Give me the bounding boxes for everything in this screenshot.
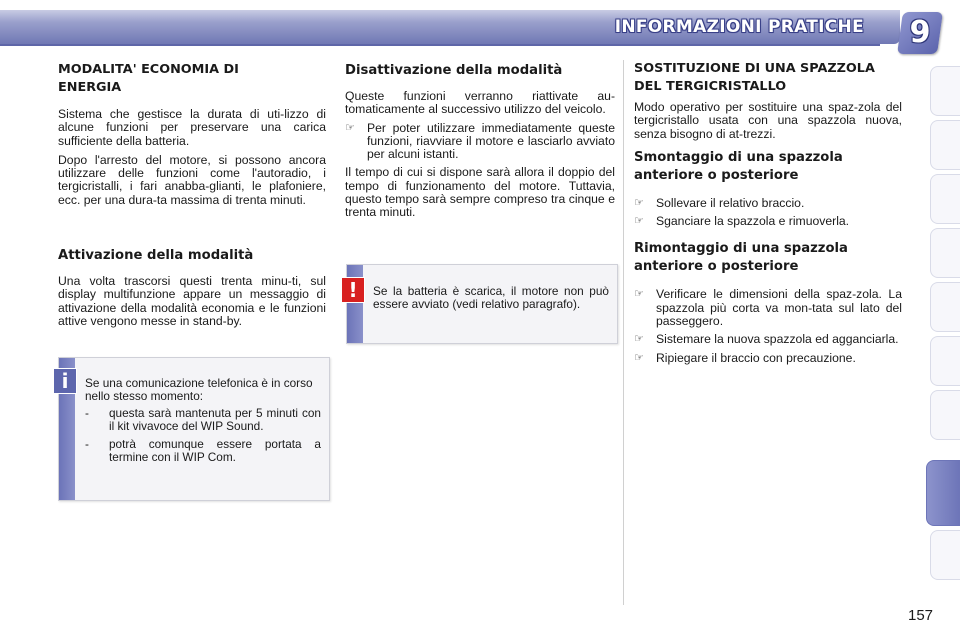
list-item	[634, 352, 902, 365]
heading-energy-mode: MODALITA' ECONOMIA DI ENERGIA	[58, 62, 239, 95]
chapter-tab[interactable]	[930, 228, 960, 278]
paragraph: Il tempo di cui si dispone sarà allora il doppio del tempo di funzionamento del motore. Tuttavia, questo tempo sarà sempre compreso tra cinque e trenta minuti.	[345, 165, 615, 220]
pointing-hand-icon: ☞	[634, 196, 644, 209]
pointing-hand-icon: ☞	[345, 121, 355, 134]
list-item-text: Ripiegare il braccio con precauzione.	[656, 350, 856, 365]
pointing-hand-icon: ☞	[634, 215, 644, 228]
paragraph: Queste funzioni verranno riattivate au-tomaticamente al successivo utilizzo del veicolo.	[345, 89, 615, 117]
warning-box	[346, 264, 618, 344]
page-number: 157	[908, 607, 934, 624]
warning-text: Se la batteria è scarica, il motore non può essere avviato (vedi relativo paragrafo).	[373, 284, 609, 311]
info-box-body	[85, 377, 321, 464]
chapter-badge	[897, 12, 943, 54]
chapter-tab[interactable]	[930, 530, 960, 580]
heading-deactivation: Disattivazione della modalità	[345, 63, 563, 78]
info-box	[58, 357, 330, 501]
chapter-tab[interactable]	[930, 174, 960, 224]
info-icon: i	[53, 368, 77, 394]
info-box-intro: Se una comunicazione telefonica è in corso nello stesso momento:	[85, 376, 313, 403]
paragraph: Una volta trascorsi questi trenta minu-ti, sul display multifunzione appare un messaggio di attivazione della modalità economia e le funzioni attive vengono messe in stand-by.	[58, 274, 326, 328]
list-item	[634, 333, 902, 346]
chapter-tab[interactable]	[930, 390, 960, 440]
list-item	[634, 288, 902, 328]
paragraph: Modo operativo per sostituire una spaz-zola del tergicristallo usata con una spazzola nuova, senza bisogno di at-trezzi.	[634, 100, 902, 141]
list-item	[345, 122, 615, 162]
list-item	[634, 197, 902, 210]
heading-removal: Smontaggio di una spazzola anteriore o posteriore	[634, 149, 843, 183]
pointing-hand-icon: ☞	[634, 333, 644, 346]
column-energy-saving	[58, 58, 326, 328]
chapter-number: 9	[909, 15, 931, 50]
chapter-tab[interactable]	[930, 120, 960, 170]
warning-box-body	[373, 285, 609, 310]
chapter-tab[interactable]	[930, 66, 960, 116]
list-item-text: Verificare le dimensioni della spaz-zola. La spazzola più corta va mon-tata sul lato del passeggero.	[656, 287, 902, 329]
list-item-text: potrà comunque essere portata a termine con il WIP Com.	[109, 437, 321, 464]
heading-activation: Attivazione della modalità	[58, 248, 254, 264]
pointing-hand-icon: ☞	[634, 288, 644, 301]
section-title: INFORMAZIONI PRATICHE	[614, 17, 864, 37]
heading-wiper-replacement: SOSTITUZIONE DI UNA SPAZZOLA DEL TERGICRISTALLO	[634, 61, 875, 94]
header-rule	[0, 44, 880, 46]
column-divider	[623, 60, 624, 605]
dash-marker: -	[85, 437, 89, 452]
list-item	[85, 438, 321, 463]
paragraph: Dopo l'arresto del motore, si possono ancora utilizzare delle funzioni come l'autoradio, i tergicristalli, i fari anabba-glianti, le plafoniere, ecc. per una dura-ta massima di trenta minuti.	[58, 152, 326, 207]
chapter-tabs	[926, 66, 960, 576]
page-header	[0, 0, 960, 56]
chapter-tab[interactable]	[930, 282, 960, 332]
list-item	[85, 407, 321, 432]
column-wiper-replacement	[634, 58, 902, 365]
list-item-text: Per poter utilizzare immediatamente queste funzioni, riavviare il motore e lasciarlo avviato per alcuni istanti.	[367, 120, 615, 162]
chapter-tab-active[interactable]	[926, 460, 960, 526]
paragraph: Sistema che gestisce la durata di uti-lizzo di alcune funzioni per preservare una carica sufficiente della batteria.	[58, 107, 326, 148]
column-deactivation	[345, 58, 615, 220]
list-item-text: Sistemare la nuova spazzola ed agganciarla.	[656, 332, 899, 347]
chapter-tab[interactable]	[930, 336, 960, 386]
list-item-text: questa sarà mantenuta per 5 minuti con il kit vivavoce del WIP Sound.	[109, 406, 321, 433]
dash-marker: -	[85, 406, 89, 421]
pointing-hand-icon: ☞	[634, 351, 644, 364]
list-item-text: Sollevare il relativo braccio.	[656, 195, 805, 210]
list-item-text: Sganciare la spazzola e rimuoverla.	[656, 214, 850, 229]
heading-refitting: Rimontaggio di una spazzola anteriore o posteriore	[634, 241, 848, 275]
list-item	[634, 215, 902, 228]
warning-icon: !	[341, 277, 365, 303]
